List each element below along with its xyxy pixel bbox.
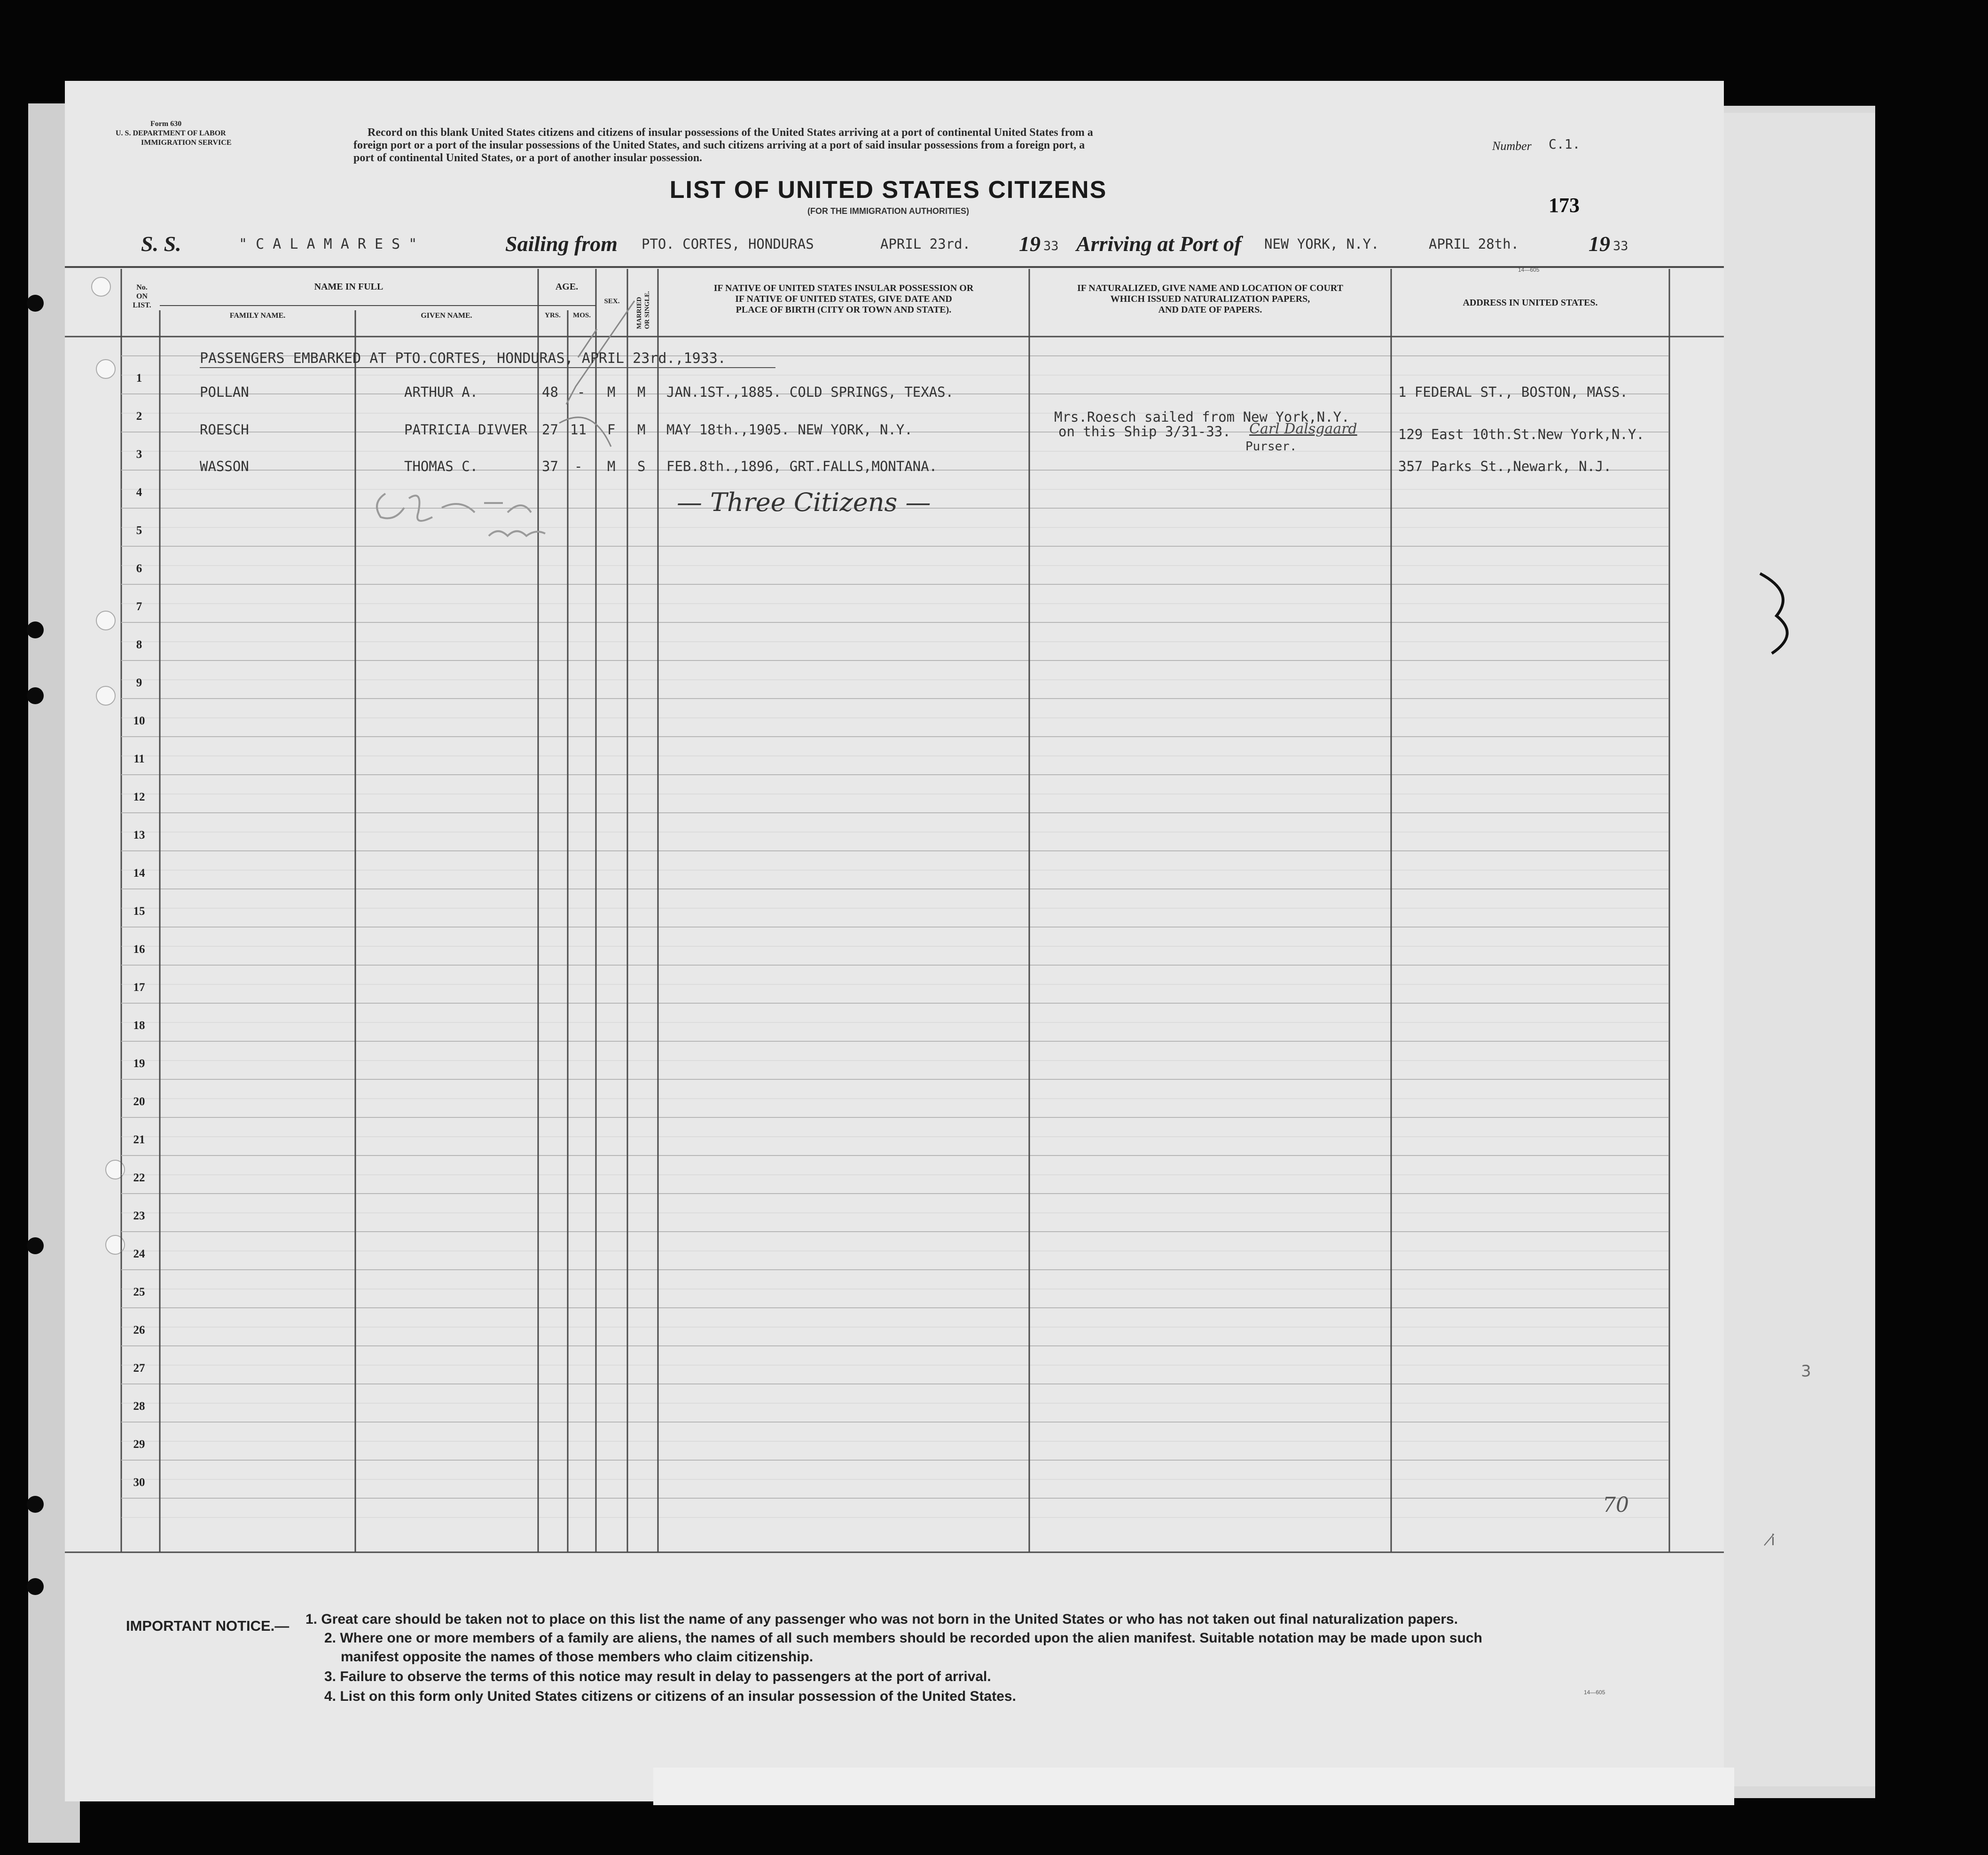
row-number: 3: [136, 448, 142, 461]
service-label: IMMIGRATION SERVICE: [141, 139, 232, 147]
header-mos: MOS.: [573, 312, 591, 319]
header-address: ADDRESS IN UNITED STATES.: [1463, 298, 1598, 308]
sex-cell: M: [607, 384, 616, 400]
birth-details-cell: FEB.8th.,1896, GRT.FALLS,MONTANA.: [666, 458, 938, 474]
header-married-single: [635, 291, 651, 329]
page-number: 173: [1549, 194, 1580, 217]
handwritten-total: — Three Citizens —: [677, 487, 931, 517]
naturalization-cell: Mrs.Roesch sailed from New York,N.Y.: [1054, 409, 1350, 425]
row-number: 30: [133, 1476, 145, 1489]
embark-underline: [200, 367, 775, 368]
given-name-cell: THOMAS C.: [404, 458, 478, 474]
form-number: Form 630: [150, 120, 182, 128]
arrival-year-prefix: 19: [1589, 232, 1610, 256]
age-months-cell: -: [574, 458, 583, 474]
age-months-cell: -: [577, 384, 586, 400]
header-given-name: GIVEN NAME.: [421, 312, 472, 320]
row-number: 17: [133, 981, 145, 994]
paper-bottom-edge: [653, 1768, 1734, 1805]
header-birthplace-line-3: PLACE OF BIRTH (CITY OR TOWN AND STATE).: [736, 305, 952, 315]
arriving-label: Arriving at Port of: [1076, 232, 1242, 256]
margin-mark: ⅰ̸: [1771, 1531, 1775, 1549]
instructions-line-2: foreign port or a port of the insular possessions of the United States, and such citizens arriving at a port of said insular possessions from a foreign port, a: [353, 139, 1085, 151]
notice-item-2-continued: manifest opposite the names of those members who claim citizenship.: [341, 1649, 814, 1665]
row-number: 4: [136, 486, 142, 499]
row-number: 24: [133, 1248, 145, 1260]
notice-heading: IMPORTANT NOTICE.—: [126, 1618, 290, 1634]
marital-status-cell: S: [637, 458, 646, 474]
sailing-from-label: Sailing from: [505, 232, 618, 256]
family-name-cell: WASSON: [200, 458, 249, 474]
department-label: U. S. DEPARTMENT OF LABOR: [116, 129, 226, 137]
header-birthplace-line-2: IF NATIVE OF UNITED STATES, GIVE DATE AND: [735, 294, 952, 304]
purser-label: Purser.: [1245, 440, 1297, 454]
ship-name: " C A L A M A R E S ": [239, 236, 417, 252]
row-number: 12: [133, 791, 145, 803]
header-name-in-full: NAME IN FULL: [314, 282, 384, 292]
given-name-cell: ARTHUR A.: [404, 384, 478, 400]
ss-label: S. S.: [141, 232, 181, 256]
row-number: 16: [133, 943, 145, 956]
header-naturalization: [1077, 283, 1343, 315]
header-naturalization-line-1: IF NATURALIZED, GIVE NAME AND LOCATION OF COURT: [1077, 283, 1344, 293]
row-number: 14: [133, 867, 145, 880]
notice-item-3: 3. Failure to observe the terms of this notice may result in delay to passengers at the port of arrival.: [324, 1669, 991, 1684]
sex-cell: M: [607, 458, 616, 474]
age-years-cell: 37: [542, 458, 558, 474]
header-married-line-2: OR SINGLE.: [644, 291, 651, 329]
number-value: C.1.: [1549, 136, 1581, 152]
notice-item-2: 2. Where one or more members of a family are aliens, the names of all such members should be recorded upon the alien manifest. Suitable notation may be made upon such: [324, 1630, 1482, 1646]
row-number: 8: [136, 638, 142, 651]
family-name-cell: POLLAN: [200, 384, 249, 400]
marital-status-cell: M: [637, 384, 646, 400]
header-no-line-3: LIST.: [133, 301, 151, 309]
marital-status-cell: M: [637, 422, 646, 438]
row-number: 19: [133, 1057, 145, 1070]
embark-line: PASSENGERS EMBARKED AT PTO.CORTES, HONDURAS, APRIL 23rd.,1933.: [200, 350, 726, 367]
form-title: LIST OF UNITED STATES CITIZENS: [669, 176, 1107, 204]
page-mark: 70: [1603, 1493, 1629, 1517]
row-number: 11: [133, 753, 145, 765]
header-naturalization-line-2: WHICH ISSUED NATURALIZATION PAPERS,: [1110, 294, 1310, 304]
footer-code: 14—605: [1584, 1689, 1605, 1696]
row-number: 27: [133, 1362, 145, 1375]
header-birthplace: [714, 283, 974, 315]
address-cell: 129 East 10th.St.New York,N.Y.: [1398, 426, 1644, 442]
form-subtitle: (FOR THE IMMIGRATION AUTHORITIES): [807, 206, 969, 216]
given-name-cell: PATRICIA DIVVER: [404, 422, 527, 438]
pencil-initials-icon: [367, 484, 592, 545]
sailing-date: APRIL 23rd.: [880, 236, 971, 252]
header-yrs: YRS.: [545, 312, 561, 319]
header-naturalization-line-3: AND DATE OF PAPERS.: [1158, 305, 1262, 315]
purser-signature: Carl Dalsgaard: [1249, 421, 1357, 437]
row-number: 6: [136, 562, 142, 575]
sailing-year-prefix: 19: [1019, 232, 1041, 256]
row-number: 5: [136, 524, 142, 537]
header-age: AGE.: [555, 282, 579, 292]
header-married-line-1: MARRIED: [636, 297, 643, 329]
address-cell: 357 Parks St.,Newark, N.J.: [1398, 458, 1612, 474]
row-number: 28: [133, 1400, 145, 1413]
instructions-line-3: port of continental United States, or a port of another insular possession.: [353, 152, 703, 164]
row-number: 7: [136, 600, 142, 613]
pencil-initials: [367, 484, 592, 545]
underlying-page-2: [1720, 113, 1875, 1786]
header-family-name: FAMILY NAME.: [229, 312, 286, 320]
row-number: 21: [133, 1133, 145, 1146]
row-number: 2: [136, 410, 142, 423]
header-no-on-list: [127, 283, 157, 310]
birth-details-cell: MAY 18th.,1905. NEW YORK, N.Y.: [666, 422, 913, 438]
header-sex: SEX.: [604, 298, 620, 305]
form-paper: [65, 81, 1724, 1801]
age-years-cell: 27: [542, 422, 558, 438]
naturalization-note-line-2: on this Ship 3/31-33.: [1058, 424, 1231, 440]
number-label: Number: [1492, 139, 1532, 153]
printer-code: 14—605: [1518, 267, 1540, 273]
age-years-cell: 48: [542, 384, 558, 400]
row-number: 10: [133, 715, 145, 727]
row-number: 13: [133, 829, 145, 841]
row-number: 26: [133, 1324, 145, 1336]
instructions-line-1: Record on this blank United States citizens and citizens of insular possessions of the United States arriving at a port of continental United States from a: [368, 126, 1093, 139]
row-number: 29: [133, 1438, 145, 1451]
row-number: 22: [133, 1171, 145, 1184]
arrival-date: APRIL 28th.: [1429, 236, 1519, 252]
notice-item-1: 1. Great care should be taken not to place on this list the name of any passenger who was not born in the United States or who has not taken out final naturalization papers.: [305, 1611, 1458, 1627]
age-months-cell: 11: [570, 422, 587, 438]
row-number: 20: [133, 1095, 145, 1108]
row-number: 1: [136, 372, 142, 385]
birth-details-cell: JAN.1ST.,1885. COLD SPRINGS, TEXAS.: [666, 384, 954, 400]
sailing-from-port: PTO. CORTES, HONDURAS: [642, 236, 814, 252]
header-no-line-1: No.: [136, 283, 148, 291]
row-number: 25: [133, 1286, 145, 1298]
header-no-line-2: ON: [136, 292, 148, 300]
sailing-year: 33: [1043, 239, 1059, 253]
arrival-year: 33: [1613, 239, 1628, 253]
header-birthplace-line-1: IF NATIVE OF UNITED STATES INSULAR POSSESSION OR: [713, 283, 974, 293]
arrival-port: NEW YORK, N.Y.: [1264, 236, 1379, 252]
row-number: 23: [133, 1210, 145, 1222]
row-number: 18: [133, 1019, 145, 1032]
margin-mark: 3: [1801, 1362, 1811, 1381]
family-name-cell: ROESCH: [200, 422, 249, 438]
row-number: 9: [136, 676, 142, 689]
address-cell: 1 FEDERAL ST., BOSTON, MASS.: [1398, 384, 1628, 400]
row-number: 15: [133, 905, 145, 918]
sex-cell: F: [607, 422, 616, 438]
notice-item-4: 4. List on this form only United States citizens or citizens of an insular possession of the United States.: [324, 1689, 1016, 1704]
